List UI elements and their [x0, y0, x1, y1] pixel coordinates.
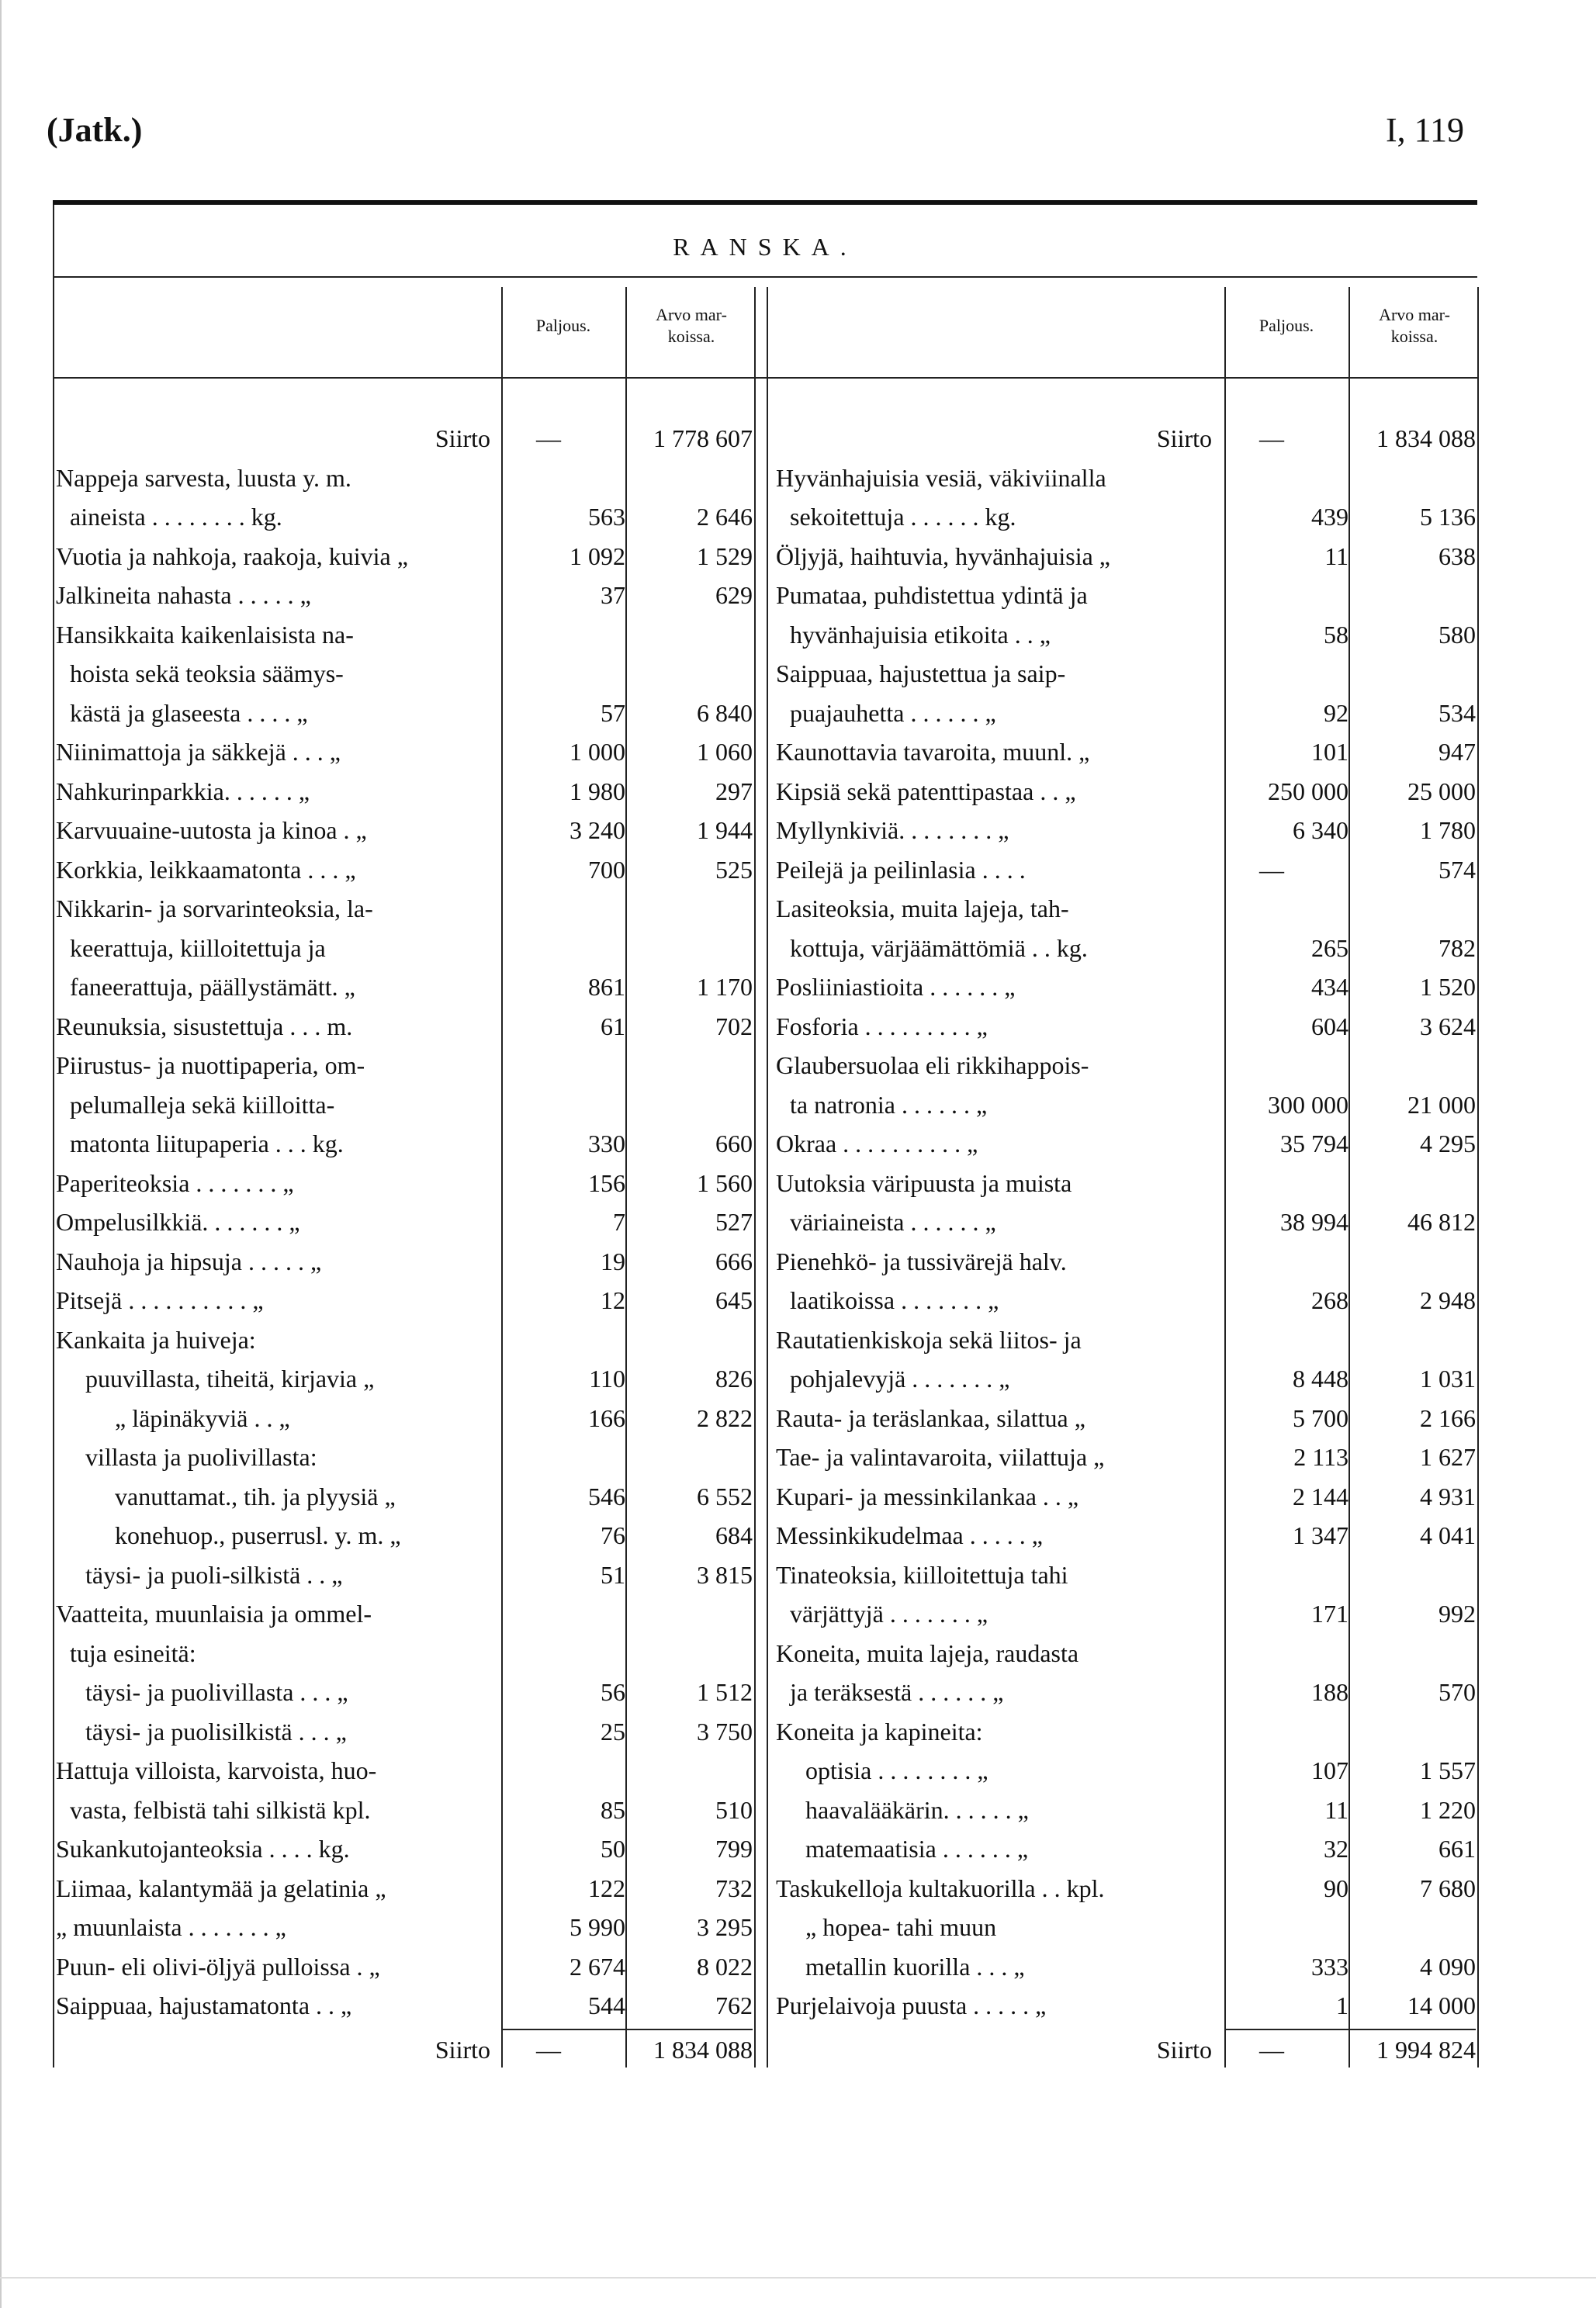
right-item-label: ta natronia . . . . . . „ [790, 1090, 988, 1119]
right-item-qty: — [1259, 855, 1284, 884]
left-item-qty: 57 [601, 698, 625, 727]
left-item-qty: 1 092 [570, 542, 625, 570]
left-item-label: vanuttamat., tih. ja plyysiä „ [115, 1482, 396, 1510]
left-item-label: täysi- ja puoli-silkistä . . „ [85, 1560, 343, 1589]
right-item-label: Kupari- ja messinkilankaa . . „ [776, 1482, 1079, 1510]
left-item-label: Pitsejä . . . . . . . . . . „ [56, 1286, 264, 1314]
right-item-value: 992 [1438, 1600, 1476, 1628]
left-item-label: hoista sekä teoksia säämys- [70, 659, 344, 687]
right-item-qty: 92 [1324, 698, 1348, 727]
right-item-value: 534 [1438, 698, 1476, 727]
right-qty-head [1224, 315, 1348, 337]
left-item-value: 666 [715, 1247, 753, 1275]
right-item-label: Tinateoksia, kiilloitettuja tahi [776, 1560, 1068, 1589]
left-item-qty: 546 [588, 1482, 625, 1510]
right-item-label: metallin kuorilla . . . „ [805, 1952, 1025, 1981]
column-rule [1477, 287, 1479, 2068]
top-rule [53, 200, 1477, 205]
left-item-qty: 563 [588, 503, 625, 531]
left-item-qty: 544 [588, 1991, 625, 2019]
right-item-qty: 333 [1311, 1952, 1348, 1981]
left-item-value: 1 529 [697, 542, 753, 570]
left-item-label: Paperiteoksia . . . . . . . „ [56, 1168, 294, 1197]
right-item-qty: 6 340 [1293, 816, 1348, 844]
right-item-value: 4 295 [1420, 1130, 1476, 1157]
frame-left-rule [53, 205, 54, 2068]
column-rule [767, 287, 768, 2068]
left-item-value: 527 [715, 1208, 753, 1236]
right-item-label: Glaubersuolaa eli rikkihappois- [776, 1051, 1089, 1079]
scan-edge [0, 0, 2, 2308]
left-item-label: villasta ja puolivillasta: [85, 1443, 317, 1471]
left-item-label: Nikkarin- ja sorvarinteoksia, la- [56, 894, 373, 922]
value-head-line1: Arvo mar- [1379, 305, 1450, 324]
left-item-value: 6 552 [697, 1482, 753, 1510]
left-qty-head [501, 315, 625, 337]
right-carry-out-label: Siirto [1156, 2035, 1212, 2064]
right-item-qty: 5 700 [1293, 1403, 1348, 1432]
left-item-qty: 7 [613, 1208, 625, 1236]
right-item-value: 7 680 [1420, 1874, 1476, 1902]
left-item-label: keerattuja, kiilloitettuja ja [70, 933, 326, 962]
left-carry-in-label: Siirto [434, 424, 490, 452]
right-item-qty: 188 [1311, 1678, 1348, 1706]
right-item-label: värjättyjä . . . . . . . „ [790, 1600, 988, 1628]
right-item-qty: 604 [1311, 1012, 1348, 1040]
left-item-label: vasta, felbistä tahi silkistä kpl. [70, 1795, 371, 1824]
right-item-value: 1 520 [1420, 973, 1476, 1001]
left-item-label: Ompelusilkkiä. . . . . . . „ [56, 1208, 300, 1236]
right-item-label: Rauta- ja teräslankaa, silattua „ [776, 1403, 1085, 1432]
left-item-value: 660 [715, 1130, 753, 1157]
left-item-label: Reunuksia, sisustettuja . . . m. [56, 1012, 353, 1040]
right-item-label: Hyvänhajuisia vesiä, väkiviinalla [776, 463, 1106, 492]
right-carry-out-value: 1 994 824 [1376, 2035, 1476, 2064]
right-item-qty: 58 [1324, 620, 1348, 649]
left-item-qty: 330 [588, 1130, 625, 1157]
column-rule [625, 287, 627, 2068]
right-item-label: haavalääkärin. . . . . . „ [805, 1795, 1029, 1824]
left-item-label: Puun- eli olivi-öljyä pulloissa . „ [56, 1952, 380, 1981]
right-item-value: 638 [1438, 542, 1476, 570]
right-item-qty: 1 347 [1293, 1521, 1348, 1549]
left-item-label: konehuop., puserrusl. y. m. „ [115, 1521, 401, 1549]
right-item-label: Posliiniastioita . . . . . . „ [776, 973, 1016, 1001]
right-item-label: pohjalevyjä . . . . . . . „ [790, 1365, 1010, 1393]
left-item-qty: 12 [601, 1286, 625, 1314]
value-head-line2: koissa. [667, 327, 715, 346]
left-item-qty: 61 [601, 1012, 625, 1040]
right-item-label: Koneita ja kapineita: [776, 1717, 983, 1746]
right-item-label: Uutoksia väripuusta ja muista [776, 1168, 1072, 1197]
left-item-label: Piirustus- ja nuottipaperia, om- [56, 1051, 365, 1079]
right-item-value: 21 000 [1407, 1090, 1476, 1119]
right-item-label: Rautatienkiskoja sekä liitos- ja [776, 1325, 1082, 1354]
left-carry-out-label: Siirto [434, 2035, 490, 2064]
left-item-qty: 122 [588, 1874, 625, 1902]
right-item-qty: 300 000 [1268, 1090, 1348, 1119]
right-item-value: 4 090 [1420, 1952, 1476, 1981]
left-item-value: 1 560 [697, 1168, 753, 1197]
left-item-value: 826 [715, 1365, 753, 1393]
right-item-label: väriaineista . . . . . . „ [790, 1208, 996, 1236]
right-item-value: 782 [1438, 933, 1476, 962]
left-item-label: „ muunlaista . . . . . . . „ [56, 1913, 286, 1941]
left-item-value: 1 170 [697, 973, 753, 1001]
right-item-qty: 32 [1324, 1835, 1348, 1863]
left-item-qty: 156 [588, 1168, 625, 1197]
left-item-qty: 1 000 [570, 738, 625, 766]
scan-edge-bottom [0, 2277, 1596, 2279]
right-item-label: Tae- ja valintavaroita, viilattuja „ [776, 1443, 1105, 1471]
left-item-label: Niinimattoja ja säkkejä . . . „ [56, 738, 341, 766]
right-item-value: 1 031 [1420, 1365, 1476, 1393]
head-underline [53, 377, 1477, 379]
right-item-label: ja teräksestä . . . . . . „ [790, 1678, 1004, 1706]
right-item-label: Koneita, muita lajeja, raudasta [776, 1638, 1079, 1667]
right-item-label: Messinkikudelmaa . . . . . „ [776, 1521, 1043, 1549]
left-item-qty: 861 [588, 973, 625, 1001]
left-item-value: 510 [715, 1795, 753, 1824]
left-item-label: Sukankutojanteoksia . . . . kg. [56, 1835, 350, 1863]
left-carry-in-qty: — [536, 424, 561, 452]
right-item-value: 580 [1438, 620, 1476, 649]
left-item-label: „ läpinäkyviä . . „ [115, 1403, 290, 1432]
left-item-label: pelumalleja sekä kiilloitta- [70, 1090, 335, 1119]
left-item-value: 629 [715, 581, 753, 609]
left-item-value: 732 [715, 1874, 753, 1902]
left-item-value: 2 822 [697, 1403, 753, 1432]
left-item-value: 1 512 [697, 1678, 753, 1706]
left-item-value: 3 815 [697, 1560, 753, 1589]
left-item-label: puuvillasta, tiheitä, kirjavia „ [85, 1365, 375, 1393]
table-title: RANSKA. [673, 233, 857, 261]
right-item-value: 14 000 [1407, 1991, 1476, 2019]
right-item-label: laatikoissa . . . . . . . „ [790, 1286, 999, 1314]
left-item-value: 1 944 [697, 816, 753, 844]
left-item-value: 1 060 [697, 738, 753, 766]
right-item-label: Myllynkiviä. . . . . . . . „ [776, 816, 1009, 844]
left-item-label: Vuotia ja nahkoja, raakoja, kuivia „ [56, 542, 408, 570]
right-item-label: Peilejä ja peilinlasia . . . . [776, 855, 1026, 884]
right-carry-out-qty: — [1259, 2035, 1284, 2064]
left-item-value: 525 [715, 855, 753, 884]
left-item-qty: 1 980 [570, 777, 625, 805]
right-item-qty: 8 448 [1293, 1365, 1348, 1393]
left-item-value: 3 295 [697, 1913, 753, 1941]
left-item-qty: 700 [588, 855, 625, 884]
left-total-rule [503, 2029, 753, 2030]
left-carry-in-value: 1 778 607 [653, 424, 753, 452]
right-item-qty: 265 [1311, 933, 1348, 962]
left-item-value: 8 022 [697, 1952, 753, 1981]
left-item-label: täysi- ja puolisilkistä . . . „ [85, 1717, 347, 1746]
right-item-label: Pienehkö- ja tussivärejä halv. [776, 1247, 1067, 1275]
right-item-qty: 90 [1324, 1874, 1348, 1902]
left-item-value: 6 840 [697, 698, 753, 727]
right-item-qty: 11 [1324, 542, 1348, 570]
column-rule [754, 287, 756, 2068]
right-item-value: 661 [1438, 1835, 1476, 1863]
right-carry-in-qty: — [1259, 424, 1284, 452]
right-item-qty: 35 794 [1280, 1130, 1348, 1157]
right-item-label: Kipsiä sekä patenttipastaa . . „ [776, 777, 1076, 805]
right-item-qty: 2 113 [1293, 1443, 1348, 1471]
right-item-qty: 434 [1311, 973, 1348, 1001]
right-item-qty: 171 [1311, 1600, 1348, 1628]
right-item-label: Okraa . . . . . . . . . . „ [776, 1130, 978, 1157]
right-item-value: 46 812 [1407, 1208, 1476, 1236]
left-item-qty: 50 [601, 1835, 625, 1863]
right-item-label: Fosforia . . . . . . . . . „ [776, 1012, 988, 1040]
left-item-label: Saippuaa, hajustamatonta . . „ [56, 1991, 352, 2019]
right-item-label: matemaatisia . . . . . . „ [805, 1835, 1029, 1863]
right-item-value: 5 136 [1420, 503, 1476, 531]
qty-head-label: Paljous. [1258, 316, 1314, 335]
right-item-qty: 101 [1311, 738, 1348, 766]
right-item-value: 2 166 [1420, 1403, 1476, 1432]
left-item-label: täysi- ja puolivillasta . . . „ [85, 1678, 348, 1706]
left-item-value: 799 [715, 1835, 753, 1863]
right-item-label: Taskukelloja kultakuorilla . . kpl. [776, 1874, 1105, 1902]
right-item-value: 1 780 [1420, 816, 1476, 844]
qty-head-label: Paljous. [535, 316, 591, 335]
right-item-qty: 268 [1311, 1286, 1348, 1314]
right-item-label: puajauhetta . . . . . . „ [790, 698, 996, 727]
right-carry-in-value: 1 834 088 [1376, 424, 1476, 452]
left-item-qty: 25 [601, 1717, 625, 1746]
right-item-value: 4 931 [1420, 1482, 1476, 1510]
right-item-qty: 439 [1311, 503, 1348, 531]
left-item-qty: 76 [601, 1521, 625, 1549]
left-item-label: Nappeja sarvesta, luusta y. m. [56, 463, 351, 492]
right-item-qty: 11 [1324, 1795, 1348, 1824]
left-carry-out-qty: — [536, 2035, 561, 2064]
right-item-label: Lasiteoksia, muita lajeja, tah- [776, 894, 1069, 922]
left-item-label: Hansikkaita kaikenlaisista na- [56, 620, 354, 649]
right-item-value: 1 557 [1420, 1756, 1476, 1784]
column-rule [1348, 287, 1350, 2068]
left-item-label: Jalkineita nahasta . . . . . „ [56, 581, 311, 609]
right-item-value: 947 [1438, 738, 1476, 766]
left-item-qty: 37 [601, 581, 625, 609]
left-item-value: 645 [715, 1286, 753, 1314]
right-value-head [1352, 304, 1477, 348]
right-item-label: Purjelaivoja puusta . . . . . „ [776, 1991, 1047, 2019]
left-item-qty: 2 674 [570, 1952, 625, 1981]
right-item-value: 2 948 [1420, 1286, 1476, 1314]
left-carry-out-value: 1 834 088 [653, 2035, 753, 2064]
left-item-qty: 51 [601, 1560, 625, 1589]
left-item-label: Hattuja villoista, karvoista, huo- [56, 1756, 377, 1784]
left-item-label: Nauhoja ja hipsuja . . . . . „ [56, 1247, 322, 1275]
right-item-value: 570 [1438, 1678, 1476, 1706]
left-item-qty: 3 240 [570, 816, 625, 844]
left-item-label: Karvuuaine-uutosta ja kinoa . „ [56, 816, 367, 844]
left-item-label: Nahkurinparkkia. . . . . . „ [56, 777, 310, 805]
left-item-qty: 19 [601, 1247, 625, 1275]
left-item-value: 3 750 [697, 1717, 753, 1746]
left-item-label: Kankaita ja huiveja: [56, 1325, 256, 1354]
right-item-label: sekoitettuja . . . . . . kg. [790, 503, 1016, 531]
left-item-label: aineista . . . . . . . . kg. [70, 503, 282, 531]
left-item-label: faneerattuja, päällystämätt. „ [70, 973, 355, 1001]
left-item-label: kästä ja glaseesta . . . . „ [70, 698, 308, 727]
left-item-label: tuja esineitä: [70, 1638, 196, 1667]
right-item-qty: 1 [1336, 1991, 1348, 2019]
left-value-head [628, 304, 754, 348]
right-item-label: hyvänhajuisia etikoita . . „ [790, 620, 1051, 649]
right-item-value: 4 041 [1420, 1521, 1476, 1549]
right-item-value: 1 220 [1420, 1795, 1476, 1824]
page-number: I, 119 [1385, 111, 1464, 149]
left-item-value: 702 [715, 1012, 753, 1040]
left-item-qty: 56 [601, 1678, 625, 1706]
left-item-label: Vaatteita, muunlaisia ja ommel- [56, 1600, 372, 1628]
right-item-qty: 38 994 [1280, 1208, 1348, 1236]
right-item-value: 3 624 [1420, 1012, 1476, 1040]
left-item-value: 684 [715, 1521, 753, 1549]
right-item-label: optisia . . . . . . . . „ [805, 1756, 988, 1784]
value-head-line2: koissa. [1390, 327, 1438, 346]
left-item-qty: 85 [601, 1795, 625, 1824]
value-head-line1: Arvo mar- [656, 305, 727, 324]
page-continuation-label: (Jatk.) [47, 111, 143, 149]
right-item-label: „ hopea- tahi muun [805, 1913, 997, 1941]
left-item-qty: 110 [589, 1365, 625, 1393]
left-item-value: 2 646 [697, 503, 753, 531]
right-total-rule [1226, 2029, 1476, 2030]
title-underline [53, 276, 1477, 278]
right-item-label: kottuja, värjäämättömiä . . kg. [790, 933, 1088, 962]
right-item-label: Saippuaa, hajustettua ja saip- [776, 659, 1066, 687]
right-item-qty: 250 000 [1268, 777, 1348, 805]
left-item-value: 762 [715, 1991, 753, 2019]
right-item-value: 574 [1438, 855, 1476, 884]
right-item-qty: 2 144 [1293, 1482, 1348, 1510]
right-carry-in-label: Siirto [1156, 424, 1212, 452]
left-item-qty: 5 990 [570, 1913, 625, 1941]
right-item-label: Pumataa, puhdistettua ydintä ja [776, 581, 1088, 609]
left-item-qty: 166 [588, 1403, 625, 1432]
right-item-label: Öljyjä, haihtuvia, hyvänhajuisia „ [776, 542, 1110, 570]
right-item-value: 25 000 [1407, 777, 1476, 805]
left-item-label: matonta liitupaperia . . . kg. [70, 1130, 344, 1157]
right-item-label: Kaunottavia tavaroita, muunl. „ [776, 738, 1090, 766]
left-item-value: 297 [715, 777, 753, 805]
left-item-label: Liimaa, kalantymää ja gelatinia „ [56, 1874, 386, 1902]
right-item-qty: 107 [1311, 1756, 1348, 1784]
left-item-label: Korkkia, leikkaamatonta . . . „ [56, 855, 356, 884]
right-item-value: 1 627 [1420, 1443, 1476, 1471]
